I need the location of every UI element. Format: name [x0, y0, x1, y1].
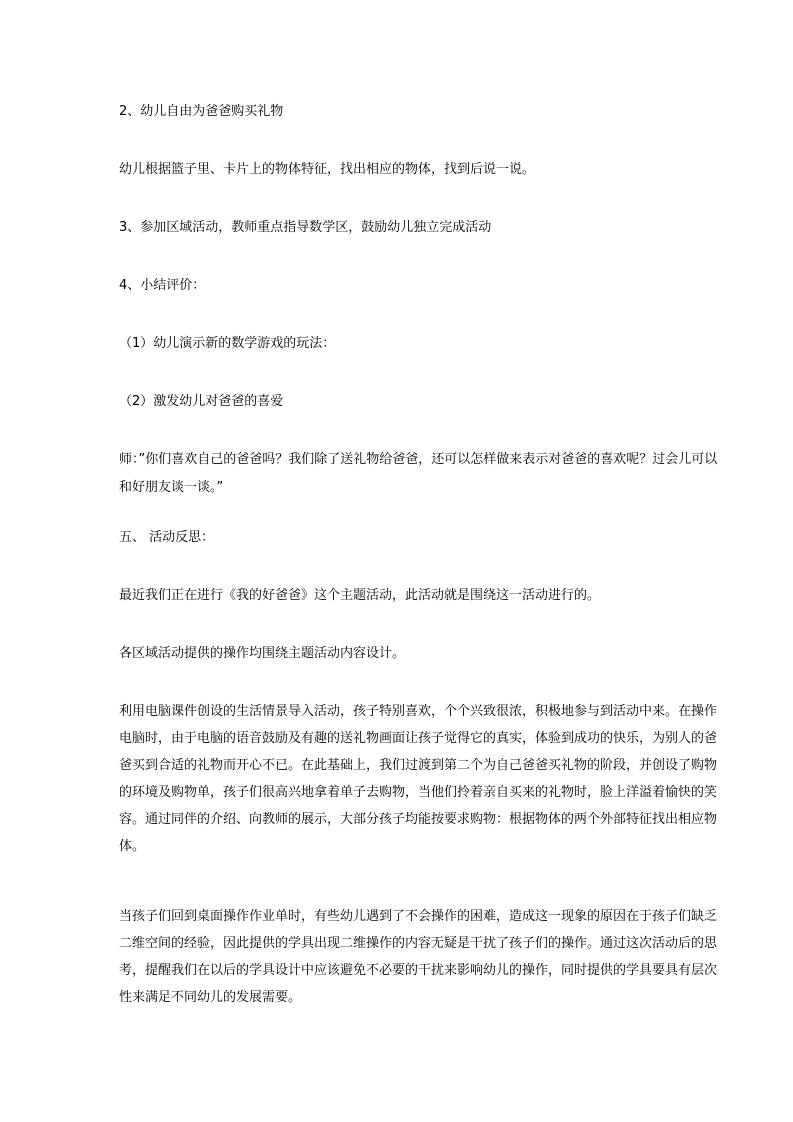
paragraph-line: 性来满足不同幼儿的发展需要。	[119, 990, 302, 1005]
paragraph-text: 最近我们正在进行《我的好爸爸》这个主题活动，此活动就是围绕这一活动进行的。	[119, 588, 601, 603]
paragraph-line: 利用电脑课件创设的生活情景导入活动，孩子特别喜欢，个个兴致很浓，积极地参与到活动中来。在操作	[119, 704, 718, 719]
paragraph-line: 电脑时，由于电脑的语音鼓励及有趣的送礼物画面让孩子觉得它的真实，体验到成功的快乐，为别人的爸	[119, 731, 718, 746]
teacher-quote-line-1: 师：”你们喜欢自己的爸爸吗？我们除了送礼物给爸爸，还可以怎样做来表示对爸爸的喜欢呢？过会儿可以	[119, 452, 718, 467]
paragraph-text: 幼儿根据篮子里、卡片上的物体特征，找出相应的物体，找到后说一说。	[119, 162, 536, 177]
paragraph-line: 考，提醒我们在以后的学具设计中应该避免不必要的干扰来影响幼儿的操作，同时提供的学具要具有层次	[119, 963, 718, 978]
paragraph-line: 二维空间的经验，因此提供的学具出现二维操作的内容无疑是干扰了孩子们的操作。通过这次活动后的思	[119, 936, 718, 951]
paragraph-line: 当孩子们回到桌面操作作业单时，有些幼儿遇到了不会操作的困难，造成这一现象的原因在于孩子们缺乏	[119, 909, 718, 924]
list-item-step-4: 4、小结评价：	[119, 278, 206, 293]
teacher-quote-line-2: 和好朋友谈一谈。”	[119, 480, 224, 495]
paragraph-text: 各区域活动提供的操作均围绕主题活动内容设计。	[119, 646, 406, 661]
sub-item-1: （1）幼儿演示新的数学游戏的玩法：	[119, 336, 336, 351]
paragraph-line: 爸买到合适的礼物而开心不已。在此基础上，我们过渡到第二个为自己爸爸买礼物的阶段，并创设了购物	[119, 758, 718, 773]
paragraph-line: 容。通过同伴的介绍、向教师的展示，大部分孩子均能按要求购物：根据物体的两个外部特征找出相应物	[119, 812, 718, 827]
paragraph-line: 体。	[119, 839, 146, 854]
list-item-step-2: 2、幼儿自由为爸爸购买礼物	[119, 104, 284, 119]
list-item-step-3: 3、参加区域活动，教师重点指导数学区，鼓励幼儿独立完成活动	[119, 220, 492, 235]
section-heading: 五、 活动反思：	[119, 530, 215, 545]
paragraph-line: 的环境及购物单，孩子们很高兴地拿着单子去购物，当他们拎着亲自买来的礼物时，脸上洋溢着愉快的笑	[119, 785, 718, 800]
sub-item-2: （2）激发幼儿对爸爸的喜爱	[119, 394, 284, 409]
